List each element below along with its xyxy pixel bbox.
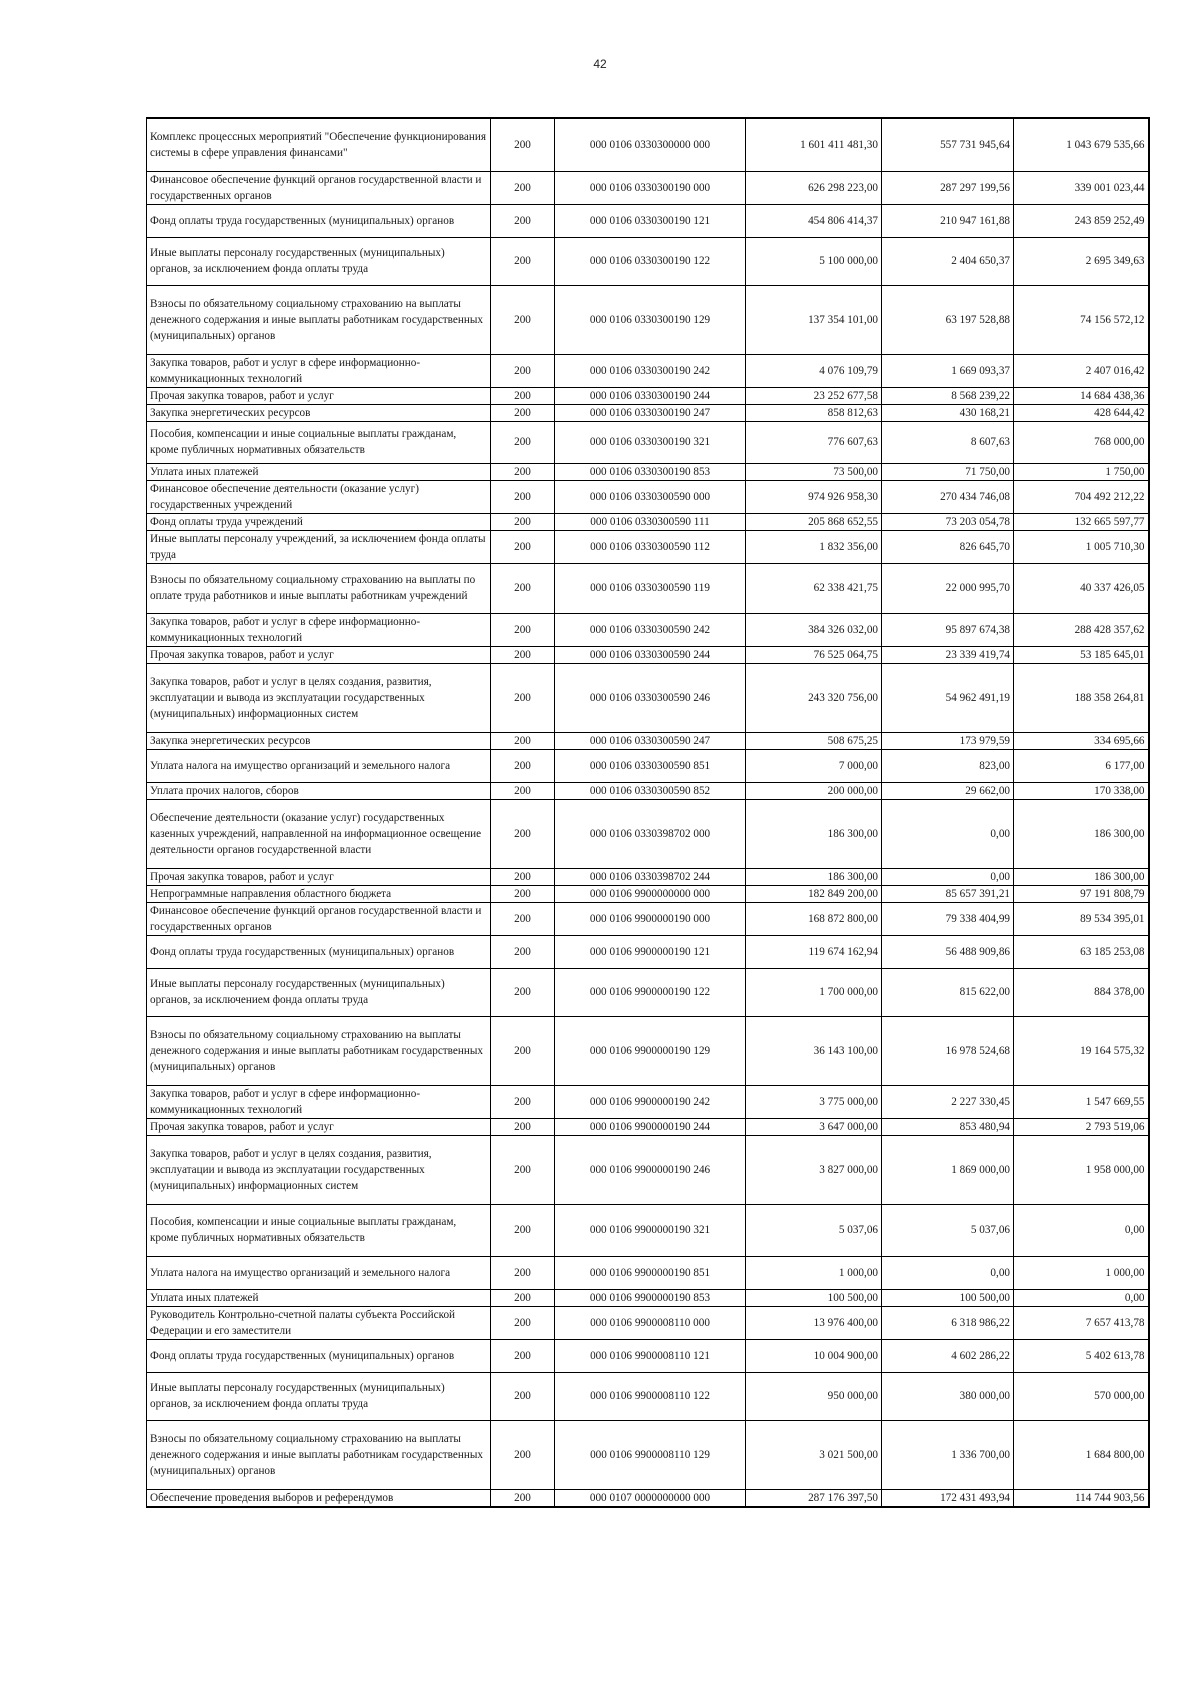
row-name-cell: Пособия, компенсации и иные социальные выплаты гражданам, кроме публичных нормативных обязательств [147,421,491,463]
table-row [147,285,1149,354]
row-classification-cell: 000 0106 9900000190 121 [555,935,746,968]
table-row [147,1372,1149,1420]
row-code-cell: 200 [491,354,555,387]
row-unexecuted-cell: 170 338,00 [1014,782,1149,799]
row-classification-cell: 000 0106 9900000190 122 [555,968,746,1016]
row-name-cell: Взносы по обязательному социальному страхованию на выплаты денежного содержания и иные выплаты работникам государственных (муниципальных) органов [147,285,491,354]
row-classification-cell: 000 0106 0330300590 246 [555,663,746,732]
table-row [147,1489,1149,1507]
row-code-cell: 200 [491,613,555,646]
row-code-cell: 200 [491,1420,555,1489]
row-approved-cell: 974 926 958,30 [746,480,882,513]
row-classification-cell: 000 0106 0330300590 851 [555,749,746,782]
row-classification-cell: 000 0106 0330300590 119 [555,563,746,613]
row-code-cell: 200 [491,1085,555,1118]
row-unexecuted-cell: 7 657 413,78 [1014,1306,1149,1339]
row-executed-cell: 172 431 493,94 [882,1489,1014,1507]
row-name-cell: Закупка товаров, работ и услуг в сфере информационно-коммуникационных технологий [147,1085,491,1118]
row-approved-cell: 7 000,00 [746,749,882,782]
table-row [147,799,1149,868]
row-approved-cell: 384 326 032,00 [746,613,882,646]
row-name-cell: Взносы по обязательному социальному страхованию на выплаты по оплате труда работников и иные выплаты работникам учреждений [147,563,491,613]
row-name-cell: Обеспечение деятельности (оказание услуг) государственных казенных учреждений, направленной на информационное освещение деятельности органов государственной власти [147,799,491,868]
row-code-cell: 200 [491,1306,555,1339]
row-name-cell: Взносы по обязательному социальному страхованию на выплаты денежного содержания и иные выплаты работникам государственных (муниципальных) органов [147,1420,491,1489]
row-approved-cell: 858 812,63 [746,404,882,421]
row-approved-cell: 182 849 200,00 [746,885,882,902]
row-unexecuted-cell: 114 744 903,56 [1014,1489,1149,1507]
row-approved-cell: 243 320 756,00 [746,663,882,732]
row-name-cell: Фонд оплаты труда государственных (муниципальных) органов [147,1339,491,1372]
row-approved-cell: 287 176 397,50 [746,1489,882,1507]
row-unexecuted-cell: 6 177,00 [1014,749,1149,782]
row-code-cell: 200 [491,1256,555,1289]
row-executed-cell: 0,00 [882,1256,1014,1289]
table-row [147,480,1149,513]
row-executed-cell: 0,00 [882,799,1014,868]
table-row [147,1135,1149,1204]
row-unexecuted-cell: 339 001 023,44 [1014,171,1149,204]
row-name-cell: Фонд оплаты труда государственных (муниципальных) органов [147,935,491,968]
row-unexecuted-cell: 1 005 710,30 [1014,530,1149,563]
row-approved-cell: 1 000,00 [746,1256,882,1289]
row-classification-cell: 000 0106 9900000190 129 [555,1016,746,1085]
row-executed-cell: 4 602 286,22 [882,1339,1014,1372]
row-approved-cell: 73 500,00 [746,463,882,480]
row-executed-cell: 1 336 700,00 [882,1420,1014,1489]
row-name-cell: Иные выплаты персоналу государственных (муниципальных) органов, за исключением фонда оплаты труда [147,1372,491,1420]
row-name-cell: Иные выплаты персоналу учреждений, за исключением фонда оплаты труда [147,530,491,563]
row-code-cell: 200 [491,732,555,749]
table-row [147,563,1149,613]
row-name-cell: Иные выплаты персоналу государственных (муниципальных) органов, за исключением фонда оплаты труда [147,237,491,285]
row-unexecuted-cell: 1 684 800,00 [1014,1420,1149,1489]
table-row [147,1420,1149,1489]
table-row [147,354,1149,387]
row-classification-cell: 000 0106 0330300190 129 [555,285,746,354]
row-approved-cell: 776 607,63 [746,421,882,463]
row-unexecuted-cell: 97 191 808,79 [1014,885,1149,902]
row-approved-cell: 3 827 000,00 [746,1135,882,1204]
row-unexecuted-cell: 704 492 212,22 [1014,480,1149,513]
row-approved-cell: 3 775 000,00 [746,1085,882,1118]
row-name-cell: Уплата иных платежей [147,1289,491,1306]
table-row [147,1085,1149,1118]
row-approved-cell: 454 806 414,37 [746,204,882,237]
table-row [147,118,1149,171]
row-code-cell: 200 [491,885,555,902]
row-approved-cell: 626 298 223,00 [746,171,882,204]
row-unexecuted-cell: 53 185 645,01 [1014,646,1149,663]
row-code-cell: 200 [491,404,555,421]
table-row [147,237,1149,285]
table-row [147,646,1149,663]
row-unexecuted-cell: 1 958 000,00 [1014,1135,1149,1204]
row-name-cell: Финансовое обеспечение деятельности (оказание услуг) государственных учреждений [147,480,491,513]
table-row [147,613,1149,646]
table-row [147,935,1149,968]
row-unexecuted-cell: 19 164 575,32 [1014,1016,1149,1085]
row-executed-cell: 815 622,00 [882,968,1014,1016]
row-code-cell: 200 [491,480,555,513]
row-approved-cell: 100 500,00 [746,1289,882,1306]
row-classification-cell: 000 0106 0330300590 852 [555,782,746,799]
table-row [147,663,1149,732]
row-classification-cell: 000 0106 0330300190 242 [555,354,746,387]
table-row [147,902,1149,935]
table-row [147,463,1149,480]
row-approved-cell: 36 143 100,00 [746,1016,882,1085]
row-approved-cell: 186 300,00 [746,868,882,885]
row-classification-cell: 000 0106 0330300190 247 [555,404,746,421]
table-row [147,732,1149,749]
row-unexecuted-cell: 570 000,00 [1014,1372,1149,1420]
row-classification-cell: 000 0106 0330300190 122 [555,237,746,285]
row-name-cell: Закупка товаров, работ и услуг в сфере информационно-коммуникационных технологий [147,613,491,646]
row-code-cell: 200 [491,646,555,663]
row-code-cell: 200 [491,1372,555,1420]
row-unexecuted-cell: 2 695 349,63 [1014,237,1149,285]
row-classification-cell: 000 0106 9900000000 000 [555,885,746,902]
row-name-cell: Уплата налога на имущество организаций и земельного налога [147,1256,491,1289]
row-code-cell: 200 [491,1135,555,1204]
row-classification-cell: 000 0106 9900000190 244 [555,1118,746,1135]
row-code-cell: 200 [491,1118,555,1135]
row-executed-cell: 380 000,00 [882,1372,1014,1420]
row-name-cell: Закупка товаров, работ и услуг в сфере информационно-коммуникационных технологий [147,354,491,387]
row-name-cell: Закупка энергетических ресурсов [147,732,491,749]
row-approved-cell: 200 000,00 [746,782,882,799]
row-classification-cell: 000 0106 9900000190 853 [555,1289,746,1306]
row-unexecuted-cell: 243 859 252,49 [1014,204,1149,237]
row-unexecuted-cell: 288 428 357,62 [1014,613,1149,646]
row-approved-cell: 950 000,00 [746,1372,882,1420]
row-executed-cell: 287 297 199,56 [882,171,1014,204]
row-classification-cell: 000 0106 9900000190 242 [555,1085,746,1118]
row-approved-cell: 1 601 411 481,30 [746,118,882,171]
row-unexecuted-cell: 1 547 669,55 [1014,1085,1149,1118]
row-classification-cell: 000 0106 9900000190 000 [555,902,746,935]
row-classification-cell: 000 0106 9900008110 122 [555,1372,746,1420]
table-row [147,1289,1149,1306]
row-name-cell: Прочая закупка товаров, работ и услуг [147,387,491,404]
row-classification-cell: 000 0106 9900008110 129 [555,1420,746,1489]
row-approved-cell: 1 832 356,00 [746,530,882,563]
row-approved-cell: 508 675,25 [746,732,882,749]
row-name-cell: Непрограммные направления областного бюджета [147,885,491,902]
row-code-cell: 200 [491,563,555,613]
row-classification-cell: 000 0106 0330398702 000 [555,799,746,868]
table-row [147,421,1149,463]
row-classification-cell: 000 0106 0330300190 121 [555,204,746,237]
row-code-cell: 200 [491,513,555,530]
row-classification-cell: 000 0106 9900008110 000 [555,1306,746,1339]
table-row [147,1204,1149,1256]
row-name-cell: Комплекс процессных мероприятий "Обеспечение функционирования системы в сфере управления финансами" [147,118,491,171]
row-name-cell: Закупка товаров, работ и услуг в целях создания, развития, эксплуатации и вывода из эксплуатации государственных (муниципальных) информационных систем [147,1135,491,1204]
row-classification-cell: 000 0106 0330300190 244 [555,387,746,404]
row-executed-cell: 73 203 054,78 [882,513,1014,530]
row-name-cell: Закупка товаров, работ и услуг в целях создания, развития, эксплуатации и вывода из эксплуатации государственных (муниципальных) информационных систем [147,663,491,732]
row-code-cell: 200 [491,868,555,885]
row-executed-cell: 56 488 909,86 [882,935,1014,968]
row-name-cell: Пособия, компенсации и иные социальные выплаты гражданам, кроме публичных нормативных обязательств [147,1204,491,1256]
row-executed-cell: 853 480,94 [882,1118,1014,1135]
row-executed-cell: 85 657 391,21 [882,885,1014,902]
row-unexecuted-cell: 884 378,00 [1014,968,1149,1016]
row-classification-cell: 000 0106 0330300590 111 [555,513,746,530]
row-executed-cell: 23 339 419,74 [882,646,1014,663]
row-classification-cell: 000 0106 9900000190 851 [555,1256,746,1289]
row-approved-cell: 5 100 000,00 [746,237,882,285]
row-classification-cell: 000 0106 9900000190 246 [555,1135,746,1204]
row-code-cell: 200 [491,1289,555,1306]
row-executed-cell: 826 645,70 [882,530,1014,563]
row-unexecuted-cell: 0,00 [1014,1204,1149,1256]
row-code-cell: 200 [491,171,555,204]
row-executed-cell: 8 568 239,22 [882,387,1014,404]
row-executed-cell: 22 000 995,70 [882,563,1014,613]
row-name-cell: Фонд оплаты труда государственных (муниципальных) органов [147,204,491,237]
table-row [147,530,1149,563]
row-name-cell: Уплата налога на имущество организаций и земельного налога [147,749,491,782]
row-executed-cell: 557 731 945,64 [882,118,1014,171]
row-classification-cell: 000 0106 0330398702 244 [555,868,746,885]
row-classification-cell: 000 0106 0330300590 000 [555,480,746,513]
row-code-cell: 200 [491,749,555,782]
table-row [147,782,1149,799]
table-row [147,868,1149,885]
row-executed-cell: 173 979,59 [882,732,1014,749]
row-classification-cell: 000 0106 0330300590 247 [555,732,746,749]
row-executed-cell: 823,00 [882,749,1014,782]
row-approved-cell: 4 076 109,79 [746,354,882,387]
row-unexecuted-cell: 334 695,66 [1014,732,1149,749]
row-code-cell: 200 [491,118,555,171]
table-row [147,387,1149,404]
row-executed-cell: 1 669 093,37 [882,354,1014,387]
row-unexecuted-cell: 188 358 264,81 [1014,663,1149,732]
row-code-cell: 200 [491,530,555,563]
row-code-cell: 200 [491,663,555,732]
page-number: 42 [593,57,607,71]
row-classification-cell: 000 0106 9900000190 321 [555,1204,746,1256]
row-name-cell: Взносы по обязательному социальному страхованию на выплаты денежного содержания и иные выплаты работникам государственных (муниципальных) органов [147,1016,491,1085]
row-code-cell: 200 [491,902,555,935]
row-name-cell: Руководитель Контрольно-счетной палаты субъекта Российской Федерации и его заместители [147,1306,491,1339]
row-approved-cell: 3 021 500,00 [746,1420,882,1489]
row-executed-cell: 210 947 161,88 [882,204,1014,237]
row-executed-cell: 0,00 [882,868,1014,885]
row-executed-cell: 1 869 000,00 [882,1135,1014,1204]
row-executed-cell: 71 750,00 [882,463,1014,480]
row-code-cell: 200 [491,1339,555,1372]
table-row [147,1306,1149,1339]
row-classification-cell: 000 0106 0330300190 321 [555,421,746,463]
row-classification-cell: 000 0106 0330300590 112 [555,530,746,563]
row-approved-cell: 119 674 162,94 [746,935,882,968]
row-code-cell: 200 [491,421,555,463]
table-row [147,513,1149,530]
row-unexecuted-cell: 1 750,00 [1014,463,1149,480]
row-code-cell: 200 [491,968,555,1016]
row-name-cell: Прочая закупка товаров, работ и услуг [147,646,491,663]
row-classification-cell: 000 0106 0330300590 244 [555,646,746,663]
row-approved-cell: 5 037,06 [746,1204,882,1256]
row-name-cell: Уплата иных платежей [147,463,491,480]
row-name-cell: Прочая закупка товаров, работ и услуг [147,868,491,885]
row-classification-cell: 000 0106 0330300190 000 [555,171,746,204]
row-approved-cell: 205 868 652,55 [746,513,882,530]
row-unexecuted-cell: 63 185 253,08 [1014,935,1149,968]
row-executed-cell: 5 037,06 [882,1204,1014,1256]
row-classification-cell: 000 0106 9900008110 121 [555,1339,746,1372]
row-unexecuted-cell: 1 043 679 535,66 [1014,118,1149,171]
row-code-cell: 200 [491,935,555,968]
row-unexecuted-cell: 186 300,00 [1014,799,1149,868]
table-row [147,1256,1149,1289]
row-name-cell: Уплата прочих налогов, сборов [147,782,491,799]
table-row [147,404,1149,421]
row-unexecuted-cell: 428 644,42 [1014,404,1149,421]
row-code-cell: 200 [491,387,555,404]
row-approved-cell: 76 525 064,75 [746,646,882,663]
row-executed-cell: 29 662,00 [882,782,1014,799]
row-classification-cell: 000 0107 0000000000 000 [555,1489,746,1507]
row-code-cell: 200 [491,285,555,354]
row-classification-cell: 000 0106 0330300190 853 [555,463,746,480]
row-executed-cell: 8 607,63 [882,421,1014,463]
row-executed-cell: 2 404 650,37 [882,237,1014,285]
row-classification-cell: 000 0106 0330300590 242 [555,613,746,646]
row-approved-cell: 13 976 400,00 [746,1306,882,1339]
row-unexecuted-cell: 768 000,00 [1014,421,1149,463]
row-executed-cell: 79 338 404,99 [882,902,1014,935]
row-name-cell: Обеспечение проведения выборов и референдумов [147,1489,491,1507]
row-executed-cell: 430 168,21 [882,404,1014,421]
row-code-cell: 200 [491,204,555,237]
row-name-cell: Финансовое обеспечение функций органов государственной власти и государственных органов [147,171,491,204]
row-code-cell: 200 [491,799,555,868]
row-name-cell: Закупка энергетических ресурсов [147,404,491,421]
row-executed-cell: 95 897 674,38 [882,613,1014,646]
row-name-cell: Фонд оплаты труда учреждений [147,513,491,530]
row-unexecuted-cell: 2 793 519,06 [1014,1118,1149,1135]
row-approved-cell: 10 004 900,00 [746,1339,882,1372]
row-unexecuted-cell: 132 665 597,77 [1014,513,1149,530]
row-approved-cell: 23 252 677,58 [746,387,882,404]
table-row [147,1118,1149,1135]
row-name-cell: Финансовое обеспечение функций органов государственной власти и государственных органов [147,902,491,935]
row-executed-cell: 6 318 986,22 [882,1306,1014,1339]
row-unexecuted-cell: 2 407 016,42 [1014,354,1149,387]
table-body [147,118,1149,1507]
row-unexecuted-cell: 186 300,00 [1014,868,1149,885]
row-approved-cell: 3 647 000,00 [746,1118,882,1135]
budget-execution-table [146,117,1150,1508]
row-code-cell: 200 [491,782,555,799]
row-executed-cell: 100 500,00 [882,1289,1014,1306]
row-code-cell: 200 [491,237,555,285]
row-unexecuted-cell: 14 684 438,36 [1014,387,1149,404]
row-code-cell: 200 [491,1016,555,1085]
row-approved-cell: 186 300,00 [746,799,882,868]
table-row [147,1016,1149,1085]
table-row [147,885,1149,902]
row-executed-cell: 54 962 491,19 [882,663,1014,732]
row-unexecuted-cell: 89 534 395,01 [1014,902,1149,935]
row-executed-cell: 2 227 330,45 [882,1085,1014,1118]
row-approved-cell: 1 700 000,00 [746,968,882,1016]
table-row [147,204,1149,237]
row-approved-cell: 62 338 421,75 [746,563,882,613]
row-unexecuted-cell: 74 156 572,12 [1014,285,1149,354]
row-unexecuted-cell: 40 337 426,05 [1014,563,1149,613]
row-unexecuted-cell: 5 402 613,78 [1014,1339,1149,1372]
row-executed-cell: 270 434 746,08 [882,480,1014,513]
row-name-cell: Прочая закупка товаров, работ и услуг [147,1118,491,1135]
row-code-cell: 200 [491,463,555,480]
row-approved-cell: 168 872 800,00 [746,902,882,935]
table-row [147,171,1149,204]
table-row [147,1339,1149,1372]
row-unexecuted-cell: 1 000,00 [1014,1256,1149,1289]
row-executed-cell: 16 978 524,68 [882,1016,1014,1085]
row-classification-cell: 000 0106 0330300000 000 [555,118,746,171]
table-row [147,968,1149,1016]
row-code-cell: 200 [491,1489,555,1507]
row-name-cell: Иные выплаты персоналу государственных (муниципальных) органов, за исключением фонда оплаты труда [147,968,491,1016]
table-row [147,749,1149,782]
row-executed-cell: 63 197 528,88 [882,285,1014,354]
row-approved-cell: 137 354 101,00 [746,285,882,354]
row-code-cell: 200 [491,1204,555,1256]
row-unexecuted-cell: 0,00 [1014,1289,1149,1306]
